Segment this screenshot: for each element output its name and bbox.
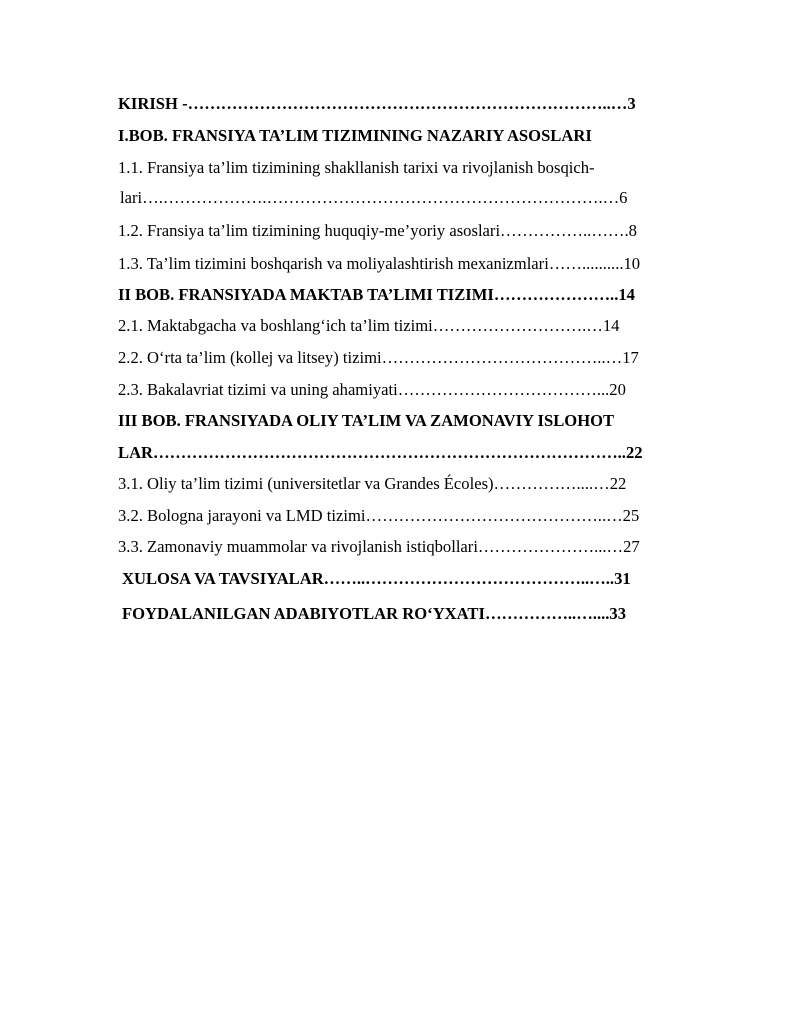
toc-entry-xulosa: XULOSA VA TAVSIYALAR……..…………………………………..…..31 bbox=[122, 569, 631, 588]
toc-section-3-1: 3.1. Oliy ta’lim tizimi (universitetlar va Grandes Écoles)……………....…22 bbox=[118, 474, 627, 493]
toc-section-3-2: 3.2. Bologna jarayoni va LMD tizimi……………………………………..…25 bbox=[118, 506, 640, 525]
toc-section-1-3: 1.3. Ta’lim tizimini boshqarish va moliyalashtirish mexanizmlari……..........10 bbox=[118, 254, 641, 273]
toc-section-2-3: 2.3. Bakalavriat tizimi va uning ahamiyati………………………………...20 bbox=[118, 380, 626, 399]
toc-section-1-2: 1.2. Fransiya ta’lim tizimining huquqiy-me’yoriy asoslari……………..…….8 bbox=[118, 221, 637, 240]
toc-entry-adabiyotlar: FOYDALANILGAN ADABIYOTLAR RO‘YXATI……………..…....33 bbox=[122, 604, 626, 623]
toc-section-1-1-line-1: 1.1. Fransiya ta’lim tizimining shakllanish tarixi va rivojlanish bosqich- bbox=[118, 158, 595, 177]
toc-section-2-1: 2.1. Maktabgacha va boshlang‘ich ta’lim tizimi……………………….…14 bbox=[118, 316, 620, 335]
toc-chapter-3-title-line-1: III BOB. FRANSIYADA OLIY TA’LIM VA ZAMONAVIY ISLOHOT bbox=[118, 411, 615, 430]
toc-chapter-3-title-line-2: LAR…………………………………………………………………………..22 bbox=[118, 443, 643, 462]
toc-section-2-2: 2.2. O‘rta ta’lim (kollej va litsey) tizimi…………………………………..…17 bbox=[118, 348, 639, 367]
toc-section-1-1-line-2: lari….……………….…………………………………………………….…6 bbox=[120, 188, 628, 207]
toc-section-3-3: 3.3. Zamonaviy muammolar va rivojlanish istiqbollari…………………...…27 bbox=[118, 537, 640, 556]
toc-entry-kirish: KIRISH -…………………………………………………………………..…3 bbox=[118, 94, 636, 113]
toc-chapter-2-title: II BOB. FRANSIYADA MAKTAB TA’LIMI TIZIMI…………………..14 bbox=[118, 285, 635, 304]
toc-chapter-1-title: I.BOB. FRANSIYA TA’LIM TIZIMINING NAZARIY ASOSLARI bbox=[118, 126, 592, 145]
